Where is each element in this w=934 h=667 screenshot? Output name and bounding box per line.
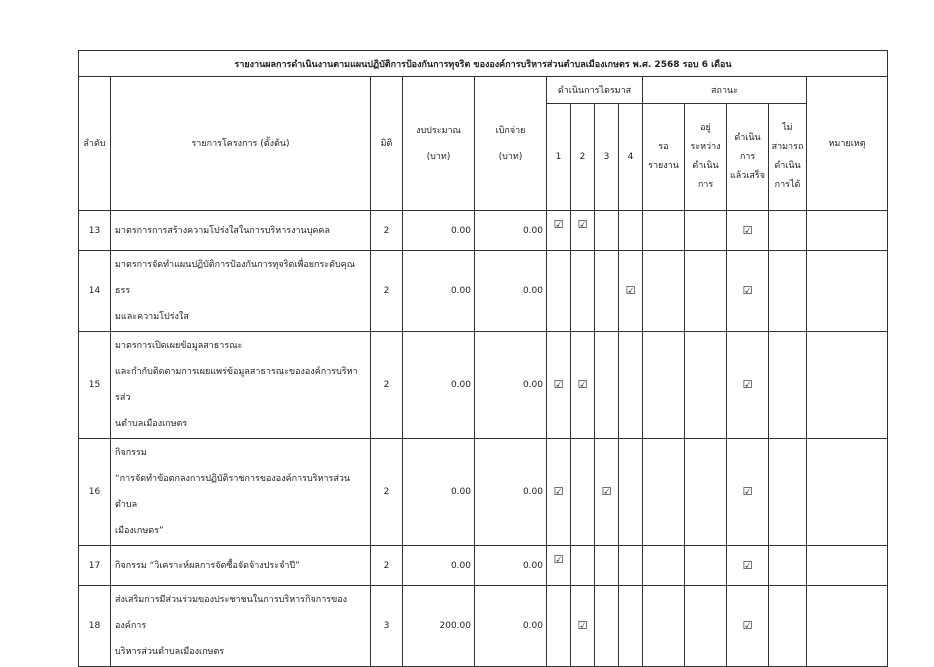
row-q1-cell bbox=[547, 586, 571, 667]
report-table bbox=[78, 50, 888, 667]
row-status-unable-cell bbox=[769, 251, 807, 332]
header-status-group: สถานะ bbox=[643, 77, 807, 104]
row-status-done-cell bbox=[727, 211, 769, 251]
header-status-unable-line2: สามารถ bbox=[771, 142, 804, 152]
checkbox-checked-icon: ☑ bbox=[742, 378, 753, 391]
row-project bbox=[111, 439, 371, 546]
header-status-done bbox=[727, 104, 769, 211]
header-status-waiting-line1: รอ bbox=[658, 142, 669, 152]
row-budget: 0.00 bbox=[403, 439, 475, 546]
row-project-line: มาตรการเปิดเผยข้อมูลสาธารณะ bbox=[115, 341, 243, 351]
checkbox-checked-icon: ☑ bbox=[742, 284, 753, 297]
row-q1-cell bbox=[547, 251, 571, 332]
row-dimension: 3 bbox=[371, 586, 403, 667]
checkbox-checked-icon: ☑ bbox=[553, 218, 564, 231]
header-spent-line1: เบิกจ่าย bbox=[495, 125, 526, 136]
row-q2-cell bbox=[571, 251, 595, 332]
header-q1: 1 bbox=[547, 104, 571, 211]
row-q1-cell bbox=[547, 332, 571, 439]
row-q3-cell bbox=[595, 332, 619, 439]
header-budget-line2: (บาท) bbox=[426, 151, 451, 162]
row-project bbox=[111, 332, 371, 439]
row-status-waiting-cell bbox=[643, 586, 685, 667]
row-project-line: และกำกับติดตามการเผยแพร่ข้อมูลสาธารณะขององค์การบริหารส่ว bbox=[115, 367, 358, 403]
row-project-line: “การจัดทำข้อตกลงการปฏิบัติราชการขององค์การบริหารส่วนตำบล bbox=[115, 474, 351, 510]
checkbox-checked-icon: ☑ bbox=[625, 284, 636, 297]
header-quarter-group: ดำเนินการไตรมาส bbox=[547, 77, 643, 104]
row-project-line: มาตรการการสร้างความโปร่งใสในการบริหารงานบุคคล bbox=[115, 225, 330, 236]
row-q4-cell bbox=[619, 332, 643, 439]
row-q1-cell bbox=[547, 439, 571, 546]
header-dimension: มิติ bbox=[371, 77, 403, 211]
row-number: 13 bbox=[79, 211, 111, 251]
row-spent: 0.00 bbox=[475, 546, 547, 586]
row-q1-cell bbox=[547, 211, 571, 251]
checkbox-checked-icon: ☑ bbox=[553, 485, 564, 498]
header-spent-line2: (บาท) bbox=[498, 151, 523, 162]
row-number: 16 bbox=[79, 439, 111, 546]
header-spent bbox=[475, 77, 547, 211]
row-dimension: 2 bbox=[371, 439, 403, 546]
row-project-line: กิจกรรม “วิเคราะห์ผลการจัดซื้อจัดจ้างประจำปี” bbox=[115, 560, 300, 571]
header-q4: 4 bbox=[619, 104, 643, 211]
row-dimension: 2 bbox=[371, 546, 403, 586]
checkbox-checked-icon: ☑ bbox=[577, 378, 588, 391]
header-status-done-line1: ดำเนิน bbox=[734, 132, 761, 143]
row-budget: 0.00 bbox=[403, 211, 475, 251]
row-number: 17 bbox=[79, 546, 111, 586]
row-q2-cell bbox=[571, 211, 595, 251]
row-budget: 0.00 bbox=[403, 546, 475, 586]
row-project-line: เมืองเกษตร” bbox=[115, 526, 164, 536]
row-status-waiting-cell bbox=[643, 211, 685, 251]
row-status-inprogress-cell bbox=[685, 251, 727, 332]
header-status-waiting-line2: รายงาน bbox=[648, 161, 679, 171]
checkbox-checked-icon: ☑ bbox=[577, 619, 588, 632]
header-q2: 2 bbox=[571, 104, 595, 211]
row-q3-cell bbox=[595, 586, 619, 667]
row-status-inprogress-cell bbox=[685, 586, 727, 667]
row-project-line: บริหารส่วนตำบลเมืองเกษตร bbox=[115, 647, 225, 657]
header-status-done-line2: การ bbox=[739, 151, 756, 162]
row-q4-cell bbox=[619, 546, 643, 586]
row-status-waiting-cell bbox=[643, 251, 685, 332]
row-project bbox=[111, 546, 371, 586]
checkbox-checked-icon: ☑ bbox=[553, 378, 564, 391]
row-status-inprogress-cell bbox=[685, 332, 727, 439]
header-order: ลำดับ bbox=[79, 77, 111, 211]
row-project-line: นตำบลเมืองเกษตร bbox=[115, 419, 188, 429]
row-q2-cell bbox=[571, 586, 595, 667]
row-status-inprogress-cell bbox=[685, 546, 727, 586]
row-number: 18 bbox=[79, 586, 111, 667]
row-spent: 0.00 bbox=[475, 211, 547, 251]
row-dimension: 2 bbox=[371, 251, 403, 332]
header-budget-line1: งบประมาณ bbox=[416, 125, 461, 136]
checkbox-checked-icon: ☑ bbox=[577, 218, 588, 231]
row-project-line: มาตรการจัดทำแผนปฏิบัติการป้องกันการทุจริตเพื่อยกระดับคุณธรร bbox=[115, 260, 356, 296]
row-number: 15 bbox=[79, 332, 111, 439]
checkbox-checked-icon: ☑ bbox=[742, 223, 753, 237]
row-dimension: 2 bbox=[371, 211, 403, 251]
row-budget: 200.00 bbox=[403, 586, 475, 667]
row-spent: 0.00 bbox=[475, 332, 547, 439]
header-project: รายการโครงการ (ตั้งต้น) bbox=[111, 77, 371, 211]
row-status-inprogress-cell bbox=[685, 439, 727, 546]
row-status-done-cell bbox=[727, 251, 769, 332]
header-q3: 3 bbox=[595, 104, 619, 211]
row-status-waiting-cell bbox=[643, 332, 685, 439]
row-status-unable-cell bbox=[769, 546, 807, 586]
row-remarks bbox=[807, 251, 888, 332]
row-status-done-cell bbox=[727, 546, 769, 586]
row-status-done-cell bbox=[727, 439, 769, 546]
row-budget: 0.00 bbox=[403, 251, 475, 332]
row-q2-cell bbox=[571, 439, 595, 546]
row-q4-cell bbox=[619, 211, 643, 251]
row-number: 14 bbox=[79, 251, 111, 332]
header-status-unable bbox=[769, 104, 807, 211]
checkbox-checked-icon: ☑ bbox=[742, 485, 753, 498]
row-spent: 0.00 bbox=[475, 251, 547, 332]
row-status-unable-cell bbox=[769, 586, 807, 667]
row-remarks bbox=[807, 586, 888, 667]
table-row bbox=[79, 586, 888, 667]
checkbox-checked-icon: ☑ bbox=[601, 485, 612, 498]
row-q4-cell bbox=[619, 439, 643, 546]
header-status-inprogress-line1: อยู่ bbox=[700, 123, 711, 133]
row-status-done-cell bbox=[727, 586, 769, 667]
table-row bbox=[79, 332, 888, 439]
header-budget bbox=[403, 77, 475, 211]
header-status-inprogress bbox=[685, 104, 727, 211]
table-row bbox=[79, 546, 888, 586]
row-q3-cell bbox=[595, 546, 619, 586]
checkbox-checked-icon: ☑ bbox=[742, 558, 753, 572]
report-title: รายงานผลการดำเนินงานตามแผนปฏิบัติการป้องกันการทุจริต ขององค์การบริหารส่วนตำบลเมืองเกษตร พ.ศ. 2568 รอบ 6 เดือน bbox=[79, 51, 888, 77]
header-status-inprogress-line4: การ bbox=[697, 180, 714, 190]
row-spent: 0.00 bbox=[475, 439, 547, 546]
row-status-unable-cell bbox=[769, 211, 807, 251]
table-row bbox=[79, 439, 888, 546]
row-status-done-cell bbox=[727, 332, 769, 439]
header-status-unable-line3: ดำเนิน bbox=[774, 161, 801, 171]
row-status-waiting-cell bbox=[643, 439, 685, 546]
row-q3-cell bbox=[595, 439, 619, 546]
row-project bbox=[111, 251, 371, 332]
row-status-unable-cell bbox=[769, 439, 807, 546]
header-status-unable-line1: ไม่ bbox=[782, 123, 793, 133]
row-project bbox=[111, 211, 371, 251]
row-remarks bbox=[807, 546, 888, 586]
row-project-line: กิจกรรม bbox=[115, 448, 147, 458]
header-status-inprogress-line2: ระหว่าง bbox=[690, 142, 721, 152]
row-q1-cell bbox=[547, 546, 571, 586]
header-remarks: หมายเหตุ bbox=[807, 77, 888, 211]
row-remarks bbox=[807, 332, 888, 439]
table-row bbox=[79, 251, 888, 332]
row-project-line: ส่งเสริมการมีส่วนร่วมของประชาชนในการบริหารกิจการขององค์การ bbox=[115, 595, 348, 631]
checkbox-checked-icon: ☑ bbox=[742, 619, 753, 632]
row-q2-cell bbox=[571, 332, 595, 439]
checkbox-checked-icon: ☑ bbox=[553, 553, 564, 566]
table-row bbox=[79, 211, 888, 251]
header-status-waiting bbox=[643, 104, 685, 211]
report-body bbox=[79, 211, 888, 667]
row-remarks bbox=[807, 439, 888, 546]
row-q4-cell bbox=[619, 586, 643, 667]
row-status-inprogress-cell bbox=[685, 211, 727, 251]
row-project bbox=[111, 586, 371, 667]
row-q2-cell bbox=[571, 546, 595, 586]
row-status-waiting-cell bbox=[643, 546, 685, 586]
header-status-unable-line4: การได้ bbox=[774, 180, 801, 190]
row-budget: 0.00 bbox=[403, 332, 475, 439]
row-q3-cell bbox=[595, 251, 619, 332]
row-remarks bbox=[807, 211, 888, 251]
row-dimension: 2 bbox=[371, 332, 403, 439]
header-status-inprogress-line3: ดำเนิน bbox=[692, 161, 719, 171]
row-q3-cell bbox=[595, 211, 619, 251]
row-q4-cell bbox=[619, 251, 643, 332]
row-spent: 0.00 bbox=[475, 586, 547, 667]
header-status-done-line3: แล้วเสร็จ bbox=[729, 170, 766, 181]
row-project-line: มและความโปร่งใส bbox=[115, 312, 189, 322]
row-status-unable-cell bbox=[769, 332, 807, 439]
